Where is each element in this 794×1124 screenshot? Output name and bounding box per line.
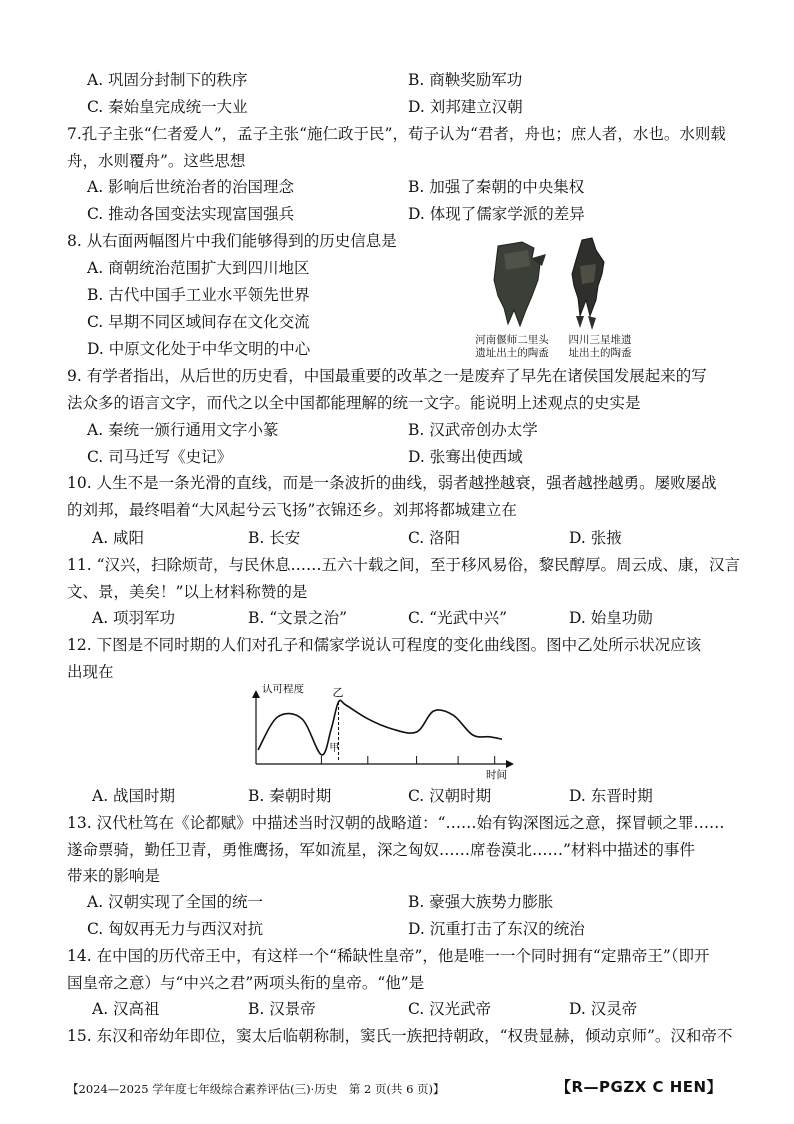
q14-stem-line2: 国皇帝之意）与“中兴之君”两项头衔的皇帝。“他”是 bbox=[67, 974, 425, 992]
q6-option-d: D. 刘邦建立汉朝 bbox=[408, 98, 523, 116]
q12-stem-line1: 12. 下图是不同时期的人们对孔子和儒家学说认可程度的变化曲线图。图中乙处所示状况应该 bbox=[67, 636, 702, 654]
q9-option-a: A. 秦统一颁行通用文字小篆 bbox=[87, 421, 279, 439]
erlitou-pottery-image bbox=[494, 242, 546, 326]
q12-option-a: A. 战国时期 bbox=[92, 787, 176, 805]
y-axis-arrow-icon bbox=[252, 690, 260, 698]
q13-stem-line1: 13. 汉代杜笃在《论都赋》中描述当时汉朝的战略道：“……始有钩深图远之意，探冒顿之罪…… bbox=[67, 814, 725, 832]
q14-option-a: A. 汉高祖 bbox=[92, 1000, 160, 1018]
q8-option-b: B. 古代中国手工业水平领先世界 bbox=[87, 286, 310, 304]
q8-option-c: C. 早期不同区域间存在文化交流 bbox=[87, 313, 310, 331]
q10-option-d: D. 张掖 bbox=[569, 529, 622, 547]
q8-option-a: A. 商朝统治范围扩大到四川地区 bbox=[87, 259, 310, 277]
q9-stem-line2: 法众多的语言文字，而代之以全中国都能理解的统一文字。能说明上述观点的史实是 bbox=[67, 394, 641, 412]
q13-stem-line3: 带来的影响是 bbox=[67, 867, 161, 885]
q11-stem-line1: 11. “汉兴，扫除烦苛，与民休息……五六十载之间，至于移风易俗，黎民醇厚。周云成、康，汉言 bbox=[67, 556, 741, 574]
q8-option-d: D. 中原文化处于中华文明的中心 bbox=[87, 340, 311, 358]
q9-stem-line1: 9. 有学者指出，从后世的历史看，中国最重要的改革之一是废弃了早先在诸侯国发展起来的写 bbox=[67, 367, 707, 385]
x-axis-label: 时间 bbox=[486, 769, 507, 781]
q10-option-c: C. 洛阳 bbox=[408, 529, 461, 547]
q11-option-a: A. 项羽军功 bbox=[92, 609, 176, 627]
x-axis-arrow-icon bbox=[506, 760, 514, 768]
q9-option-b: B. 汉武帝创办太学 bbox=[408, 421, 538, 439]
q13-stem-line2: 遂命票骑，勤任卫青，勇惟鹰扬，军如流星，深之匈奴……席卷漠北……”材料中描述的事件 bbox=[67, 841, 695, 859]
q7-option-b: B. 加强了秦朝的中央集权 bbox=[408, 178, 585, 196]
q7-option-a: A. 影响后世统治者的治国理念 bbox=[87, 178, 295, 196]
recognition-curve bbox=[258, 700, 502, 755]
q14-stem-line1: 14. 在中国的历代帝王中，有这样一个“稀缺性皇帝”，他是唯一一个同时拥有“定鼎帝王”（即开 bbox=[67, 947, 710, 965]
q7-stem-line2: 舟，水则覆舟”。这些思想 bbox=[67, 152, 246, 170]
q13-option-b: B. 豪强大族势力膨胀 bbox=[408, 893, 554, 911]
q14-option-b: B. 汉景帝 bbox=[248, 1000, 316, 1018]
q13-option-c: C. 匈奴再无力与西汉对抗 bbox=[87, 920, 264, 938]
pottery-caption-erlitou: 河南偃师二里头 遗址出土的陶盉 bbox=[475, 334, 549, 359]
x-axis-ticks bbox=[321, 756, 494, 764]
q14-option-c: C. 汉光武帝 bbox=[408, 1000, 492, 1018]
q11-option-d: D. 始皇功勋 bbox=[569, 609, 653, 627]
q7-option-c: C. 推动各国变法实现富国强兵 bbox=[87, 205, 295, 223]
q11-option-c: C. “光武中兴” bbox=[408, 609, 508, 627]
q12-option-b: B. 秦朝时期 bbox=[248, 787, 332, 805]
q6-option-c: C. 秦始皇完成统一大业 bbox=[87, 98, 248, 116]
q14-option-d: D. 汉灵帝 bbox=[569, 1000, 638, 1018]
q6-option-a: A. 巩固分封制下的秩序 bbox=[87, 71, 248, 89]
q12-option-d: D. 东晋时期 bbox=[569, 787, 653, 805]
pottery-pictures bbox=[480, 236, 630, 336]
q10-option-a: A. 咸阳 bbox=[92, 529, 145, 547]
q15-stem-line1: 15. 东汉和帝幼年即位，窦太后临朝称制，窦氏一族把持朝政，“权贵显赫，倾动京师”。汉和帝不 bbox=[67, 1027, 733, 1045]
y-axis-label: 认可程度 bbox=[262, 684, 304, 695]
q11-stem-line2: 文、景，美矣！”以上材料称赞的是 bbox=[67, 583, 308, 601]
recognition-curve-chart bbox=[240, 684, 560, 782]
q12-stem-line2: 出现在 bbox=[67, 663, 114, 681]
page-footer-code: 【R—PGZX C HEN】 bbox=[556, 1078, 723, 1096]
q10-option-b: B. 长安 bbox=[248, 529, 301, 547]
sanxingdui-pottery-image bbox=[572, 238, 604, 330]
q11-option-b: B. “文景之治” bbox=[248, 609, 348, 627]
page-footer-info: 【2024—2025 学年度七年级综合素养评估(三)·历史 第 2 页(共 6 页)】 bbox=[67, 1082, 445, 1096]
q6-option-b: B. 商鞅奖励军功 bbox=[408, 71, 523, 89]
annotation-yi: 乙 bbox=[332, 686, 344, 699]
q10-stem-line2: 的刘邦，最终唱着“大风起兮云飞扬”衣锦还乡。刘邦将都城建立在 bbox=[67, 501, 517, 519]
q12-option-c: C. 汉朝时期 bbox=[408, 787, 492, 805]
q8-stem: 8. 从右面两幅图片中我们能够得到的历史信息是 bbox=[67, 232, 397, 250]
annotation-jia: 甲 bbox=[329, 742, 340, 754]
q7-option-d: D. 体现了儒家学派的差异 bbox=[408, 205, 585, 223]
pottery-caption-sanxingdui: 四川三星堆遗 址出土的陶盉 bbox=[568, 334, 632, 359]
q9-option-c: C. 司马迁写《史记》 bbox=[87, 448, 233, 466]
q10-stem-line1: 10. 人生不是一条光滑的直线，而是一条波折的曲线，弱者越挫越衰，强者越挫越勇。屡败屡战 bbox=[67, 474, 717, 492]
q13-option-a: A. 汉朝实现了全国的统一 bbox=[87, 893, 264, 911]
q13-option-d: D. 沉重打击了东汉的统治 bbox=[408, 920, 585, 938]
q9-option-d: D. 张骞出使西域 bbox=[408, 448, 523, 466]
q7-stem-line1: 7.孔子主张“仁者爱人”，孟子主张“施仁政于民”，荀子认为“君者，舟也；庶人者，水也。水则载 bbox=[67, 125, 726, 143]
